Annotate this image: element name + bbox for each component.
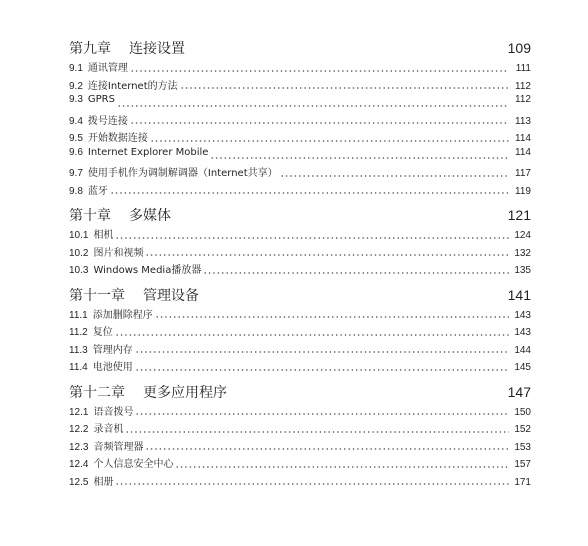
toc-entry-title: 连接Internet的方法 — [87, 80, 178, 92]
toc-entry-page-number: 132 — [514, 247, 531, 259]
toc-entry-title: 通讯管理 — [87, 63, 128, 74]
toc-entry-page-number: 114 — [515, 146, 531, 158]
toc-entry-number: 9.1 — [69, 63, 83, 74]
toc-entry-page-number: 150 — [514, 406, 531, 418]
toc-entry[interactable] — [69, 473, 531, 491]
toc-entry-title: 音频管理器 — [93, 441, 144, 453]
toc-chapter-section — [69, 382, 531, 491]
toc-entry-title: 拨号连接 — [87, 115, 128, 127]
toc-entry-number: 9.6 — [69, 146, 83, 158]
toc-entry-title: 电池使用 — [92, 362, 133, 373]
toc-entry-name — [69, 244, 143, 259]
toc-chapter-section — [69, 285, 531, 376]
toc-entry[interactable] — [69, 94, 531, 112]
chapter-heading[interactable] — [69, 38, 531, 58]
dot-leader — [115, 229, 509, 241]
toc-entry-title: 蓝牙 — [87, 185, 108, 197]
toc-entry-page-number: 111 — [515, 63, 531, 74]
toc-entry[interactable] — [69, 226, 531, 244]
toc-entry-name — [69, 59, 128, 74]
toc-entry-name — [69, 182, 108, 197]
chapter-number: 第九章 — [69, 41, 111, 57]
toc-entry-name — [69, 94, 115, 105]
toc-entry-number: 9.7 — [69, 168, 83, 179]
toc-entry-number: 12.4 — [69, 459, 89, 470]
toc-entry-title: 添加删除程序 — [92, 309, 153, 321]
toc-entry-title: 个人信息安全中心 — [93, 459, 174, 470]
toc-entry-title: 图片和视频 — [93, 247, 144, 259]
toc-entry-name — [69, 112, 128, 127]
dot-leader — [130, 114, 509, 126]
dot-leader — [150, 132, 509, 144]
chapter-page-number: 121 — [507, 207, 531, 223]
dot-leader — [145, 246, 509, 258]
toc-entry-title: 复位 — [92, 327, 113, 338]
toc-entry-title: 使用手机作为调制解调器（Internet共享） — [87, 168, 278, 179]
toc-entry-page-number: 135 — [514, 265, 531, 276]
toc-entry-title: 语音拨号 — [93, 406, 134, 418]
chapter-heading[interactable] — [69, 205, 531, 225]
dot-leader — [175, 458, 509, 470]
toc-entry-page-number: 144 — [514, 344, 531, 356]
chapter-heading-left — [69, 38, 185, 58]
chapter-title: 连接设置 — [129, 41, 185, 57]
chapter-heading[interactable] — [69, 382, 531, 402]
dot-leader — [135, 361, 509, 373]
toc-entry-page-number: 124 — [514, 230, 531, 241]
chapter-heading[interactable] — [69, 285, 531, 305]
toc-entry-number: 10.3 — [69, 265, 89, 276]
dot-leader — [180, 79, 509, 91]
toc-entry[interactable] — [69, 420, 531, 438]
toc-entry[interactable] — [69, 341, 531, 359]
chapter-number: 第十章 — [69, 208, 111, 224]
toc-entry-number: 9.5 — [69, 133, 83, 144]
toc-entry[interactable] — [69, 182, 531, 200]
toc-entry-name — [69, 323, 113, 338]
toc-entry-name — [69, 455, 173, 470]
toc-entry-number: 11.3 — [69, 344, 88, 356]
toc-entry-name — [69, 341, 133, 356]
toc-entry-number: 11.2 — [69, 327, 88, 338]
table-of-contents — [69, 38, 531, 496]
chapter-heading-left — [69, 205, 171, 225]
toc-entry-number: 9.3 — [69, 94, 83, 105]
toc-entry[interactable] — [69, 59, 531, 77]
dot-leader — [203, 264, 509, 276]
toc-entry-name — [69, 420, 123, 435]
toc-entry-page-number: 143 — [514, 327, 531, 338]
toc-entry-page-number: 117 — [515, 168, 531, 179]
dot-leader — [115, 475, 509, 487]
toc-entry-page-number: 119 — [515, 185, 531, 197]
toc-entry-page-number: 143 — [514, 309, 531, 321]
toc-entry-page-number: 114 — [515, 133, 531, 144]
toc-entry-number: 10.2 — [69, 247, 89, 259]
toc-entry-title: Windows Media播放器 — [93, 265, 202, 276]
toc-entry-page-number: 152 — [514, 424, 531, 435]
toc-entry-number: 12.5 — [69, 476, 89, 488]
dot-leader — [280, 167, 509, 179]
toc-entry-title: 相机 — [93, 230, 114, 241]
toc-entry-page-number: 113 — [515, 115, 531, 127]
toc-entry-name — [69, 473, 113, 488]
toc-entry[interactable] — [69, 323, 531, 341]
chapter-title: 管理设备 — [143, 287, 199, 304]
toc-entry-page-number: 153 — [514, 441, 531, 453]
toc-entry-number: 9.4 — [69, 115, 83, 127]
toc-entry[interactable] — [69, 112, 531, 130]
toc-entry-name — [69, 438, 143, 453]
chapter-number: 第十一章 — [69, 287, 125, 304]
toc-entry-title: 管理内存 — [92, 344, 133, 356]
chapter-title: 多媒体 — [129, 208, 171, 224]
dot-leader — [115, 326, 509, 338]
toc-entry[interactable] — [69, 244, 531, 262]
dot-leader — [125, 423, 509, 435]
toc-entry[interactable] — [69, 306, 531, 324]
toc-entry-name — [69, 261, 201, 276]
toc-chapter-section — [69, 38, 531, 199]
toc-entry-number: 11.4 — [69, 362, 88, 373]
dot-leader — [135, 405, 509, 417]
dot-leader — [117, 97, 509, 109]
toc-entry-title: 录音机 — [93, 424, 124, 435]
toc-entry-page-number: 157 — [514, 459, 531, 470]
toc-entry-name — [69, 77, 178, 92]
chapter-page-number: 109 — [507, 40, 531, 56]
toc-entry[interactable] — [69, 261, 531, 279]
toc-entry-number: 12.3 — [69, 441, 89, 453]
chapter-heading-left — [69, 285, 199, 305]
dot-leader — [145, 440, 509, 452]
toc-entry[interactable] — [69, 358, 531, 376]
chapter-number: 第十二章 — [69, 384, 125, 401]
toc-entry-name — [69, 358, 133, 373]
toc-entry-name — [69, 147, 208, 158]
toc-entry[interactable] — [69, 77, 531, 95]
toc-entry[interactable] — [69, 438, 531, 456]
chapter-page-number: 141 — [507, 286, 531, 303]
chapter-title: 更多应用程序 — [143, 384, 227, 401]
toc-entry[interactable] — [69, 455, 531, 473]
toc-entry[interactable] — [69, 129, 531, 147]
toc-entry-title: GPRS — [87, 94, 115, 105]
toc-entry-page-number: 112 — [515, 80, 531, 92]
toc-entry-name — [69, 129, 148, 144]
toc-entry[interactable] — [69, 164, 531, 182]
toc-entry-name — [69, 164, 278, 179]
toc-entry-title: Internet Explorer Mobile — [87, 146, 209, 158]
toc-entry-name — [69, 226, 113, 241]
toc-entry-number: 9.2 — [69, 80, 83, 92]
chapter-page-number: 147 — [507, 383, 531, 400]
toc-entry-title: 开始数据连接 — [87, 133, 148, 144]
toc-chapter-section — [69, 205, 531, 279]
dot-leader — [210, 149, 509, 161]
chapter-heading-left — [69, 382, 227, 402]
toc-entry-number: 10.1 — [69, 230, 89, 241]
toc-entry-title: 相册 — [93, 476, 114, 488]
toc-entry-number: 11.1 — [69, 309, 88, 321]
toc-entry-page-number: 112 — [515, 94, 531, 105]
dot-leader — [155, 308, 509, 320]
toc-entry-page-number: 145 — [514, 362, 531, 373]
toc-entry-number: 12.2 — [69, 424, 89, 435]
toc-entry-number: 12.1 — [69, 406, 89, 418]
dot-leader — [110, 184, 509, 196]
dot-leader — [130, 62, 509, 74]
toc-entry-page-number: 171 — [514, 476, 531, 488]
dot-leader — [135, 343, 509, 355]
toc-entry-name — [69, 403, 133, 418]
toc-entry-number: 9.8 — [69, 185, 83, 197]
toc-entry-name — [69, 306, 153, 321]
toc-entry[interactable] — [69, 147, 531, 165]
toc-entry[interactable] — [69, 403, 531, 421]
